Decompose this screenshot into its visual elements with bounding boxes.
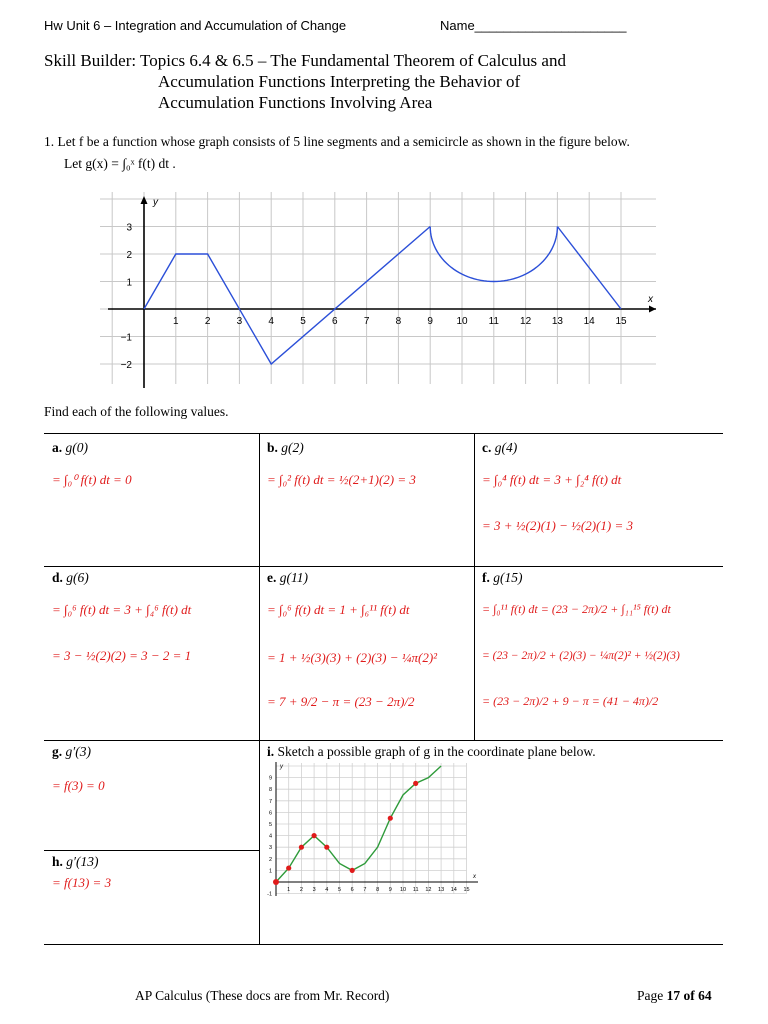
g-point	[312, 833, 317, 838]
f-x-tick-label: 9	[427, 316, 433, 327]
g-point	[299, 845, 304, 850]
part-d-label: d. g(6)	[52, 570, 89, 585]
f-x-tick-label: 12	[520, 316, 532, 327]
g-grid-lines	[276, 763, 470, 894]
g-x-tick-label: 15	[463, 887, 470, 893]
g-x-axis-label: x	[473, 874, 476, 880]
g-point	[286, 865, 291, 870]
g-x-tick-label: 7	[363, 887, 367, 893]
part-d-line-1: = ∫₀⁶ f(t) dt = 3 + ∫₄⁶ f(t) dt	[52, 602, 192, 617]
grid-top-border	[44, 433, 723, 434]
grid-row-divider-1	[44, 566, 723, 567]
g-x-tick-label: 8	[376, 887, 380, 893]
problem-number: 1.	[44, 134, 55, 149]
instructions: Find each of the following values.	[44, 404, 229, 419]
f-x-axis-label: x	[648, 294, 653, 305]
part-d-line-2: = 3 − ½(2)(2) = 3 − 2 = 1	[52, 648, 192, 663]
footer-page-number: 17	[666, 988, 681, 1003]
f-line-segments	[144, 227, 430, 365]
g-x-tick-label: 9	[388, 887, 392, 893]
f-x-tick-label: 7	[363, 316, 370, 327]
part-e-line-3: = 7 + 9/2 − π = (23 − 2π)/2	[267, 694, 415, 709]
f-x-arrow	[649, 306, 656, 313]
part-c-line-1: = ∫₀⁴ f(t) dt = 3 + ∫₂⁴ f(t) dt	[482, 472, 622, 487]
g-x-tick-label: 3	[312, 887, 316, 893]
f-axes	[108, 196, 656, 388]
grid-col-divider-2	[474, 433, 475, 740]
f-tick-labels	[121, 223, 627, 372]
g-y-tick-label: 2	[268, 856, 272, 863]
f-x-tick-label: 4	[268, 316, 274, 327]
grid-col-divider-1	[259, 433, 260, 945]
part-a-line-1: = ∫₀⁰ f(t) dt = 0	[52, 472, 132, 487]
f-y-tick-label: −2	[120, 360, 132, 371]
g-sketch-points	[273, 781, 418, 885]
part-e-label: e. g(11)	[267, 570, 308, 585]
g-y-tick-label: 9	[268, 775, 272, 782]
part-c-label: c. g(4)	[482, 440, 518, 455]
g-x-tick-label: 4	[325, 887, 329, 893]
part-b-line-1: = ∫₀² f(t) dt = ½(2+1)(2) = 3	[267, 472, 416, 487]
problem-statement	[44, 134, 630, 150]
g-y-tick-label: 8	[268, 787, 272, 794]
f-x-tick-label: 2	[204, 316, 211, 327]
title-line-3: Accumulation Functions Involving Area	[158, 93, 433, 112]
f-y-tick-label: −1	[120, 332, 132, 344]
g-axes	[276, 762, 478, 896]
part-h-line-1: = f(13) = 3	[52, 875, 112, 890]
g-x-tick-label: 11	[412, 887, 419, 893]
grid-bottom-border	[44, 944, 723, 945]
part-i-label: i. Sketch a possible graph of g in the coordinate plane below.	[267, 744, 596, 759]
g-y-tick-label: 3	[268, 845, 272, 852]
f-x-tick-label: 11	[488, 316, 499, 327]
name-field: Name_____________________	[440, 18, 627, 33]
f-x-tick-label: 15	[615, 316, 627, 327]
f-curve	[144, 227, 621, 365]
title-line-2: Accumulation Functions Interpreting the Behavior of	[158, 72, 521, 91]
g-x-tick-label: 2	[299, 887, 303, 893]
g-x-tick-label: 13	[438, 887, 445, 893]
f-x-tick-label: 6	[332, 316, 338, 327]
g-definition: Let g(x) = ∫₀ˣ f(t) dt .	[64, 156, 176, 171]
part-e-line-2: = 1 + ½(3)(3) + (2)(3) − ¼π(2)²	[267, 650, 438, 665]
grid-row-divider-gh	[44, 850, 259, 851]
f-x-tick-label: 3	[236, 316, 243, 327]
course-unit-header: Hw Unit 6 – Integration and Accumulation of Change	[44, 18, 347, 33]
g-x-tick-label: 10	[399, 887, 407, 893]
g-y-axis-label: y	[280, 764, 283, 770]
f-x-tick-label: 14	[583, 316, 595, 327]
g-point	[350, 868, 355, 873]
f-graph	[100, 192, 660, 392]
g-y-tick-label: 4	[268, 833, 272, 840]
grid-row-divider-2	[44, 740, 723, 741]
title-line-1: Skill Builder: Topics 6.4 & 6.5 – The Fundamental Theorem of Calculus and	[44, 51, 566, 70]
f-x-tick-label: 10	[456, 316, 468, 327]
part-f-line-1: = ∫₀¹¹ f(t) dt = (23 − 2π)/2 + ∫₁₁¹⁵ f(t) dt	[482, 602, 671, 616]
g-y-tick-label: 7	[268, 798, 272, 805]
g-x-tick-label: 5	[337, 887, 342, 893]
page-title	[44, 50, 724, 113]
g-y-tick-label: 1	[268, 868, 272, 875]
problem-text: Let f be a function whose graph consists of 5 line segments and a semicircle as shown in the figure below.	[57, 134, 630, 149]
f-y-tick-label: 3	[126, 222, 132, 234]
g-y-tick-label: 6	[268, 810, 272, 817]
part-h-label: h. g′(13)	[52, 854, 99, 869]
g-x-tick-label: 14	[450, 887, 457, 893]
g-x-tick-label: 6	[350, 887, 354, 893]
f-y-axis-label: y	[153, 197, 158, 208]
g-sketch-graph	[262, 760, 484, 900]
g-point	[413, 781, 418, 786]
f-y-arrow	[141, 196, 148, 204]
part-a-label: a. g(0)	[52, 440, 88, 455]
g-point	[388, 816, 393, 821]
g-point	[324, 845, 329, 850]
part-f-line-3: = (23 − 2π)/2 + 9 − π = (41 − 4π)/2	[482, 694, 659, 708]
f-x-tick-label: 8	[395, 316, 402, 327]
part-f-label: f. g(15)	[482, 570, 523, 585]
f-y-tick-label: 2	[126, 250, 132, 261]
f-x-tick-label: 5	[300, 316, 306, 327]
part-e-line-1: = ∫₀⁶ f(t) dt = 1 + ∫₆¹¹ f(t) dt	[267, 602, 410, 617]
part-f-line-2: = (23 − 2π)/2 + (2)(3) − ¼π(2)² + ½(2)(3)	[482, 650, 680, 662]
f-x-tick-label: 13	[551, 316, 563, 327]
g-y-tick-label: 5	[268, 822, 272, 828]
part-c-line-2: = 3 + ½(2)(1) − ½(2)(1) = 3	[482, 518, 633, 533]
g-x-tick-label: 12	[425, 887, 432, 893]
footer-course: AP Calculus (These docs are from Mr. Record)	[135, 988, 390, 1003]
g-tick-labels	[267, 776, 469, 898]
f-grid-lines	[100, 192, 656, 384]
part-b-label: b. g(2)	[267, 440, 304, 455]
part-g-line-1: = f(3) = 0	[52, 778, 105, 793]
g-point	[273, 879, 279, 885]
g-y-tick-label: -1	[267, 891, 272, 898]
footer-page: Page 17 of 64	[637, 988, 712, 1003]
f-y-tick-label: 1	[126, 277, 132, 289]
g-x-tick-label: 1	[287, 887, 291, 893]
f-x-tick-label: 1	[173, 316, 179, 327]
part-g-label: g. g′(3)	[52, 744, 91, 759]
